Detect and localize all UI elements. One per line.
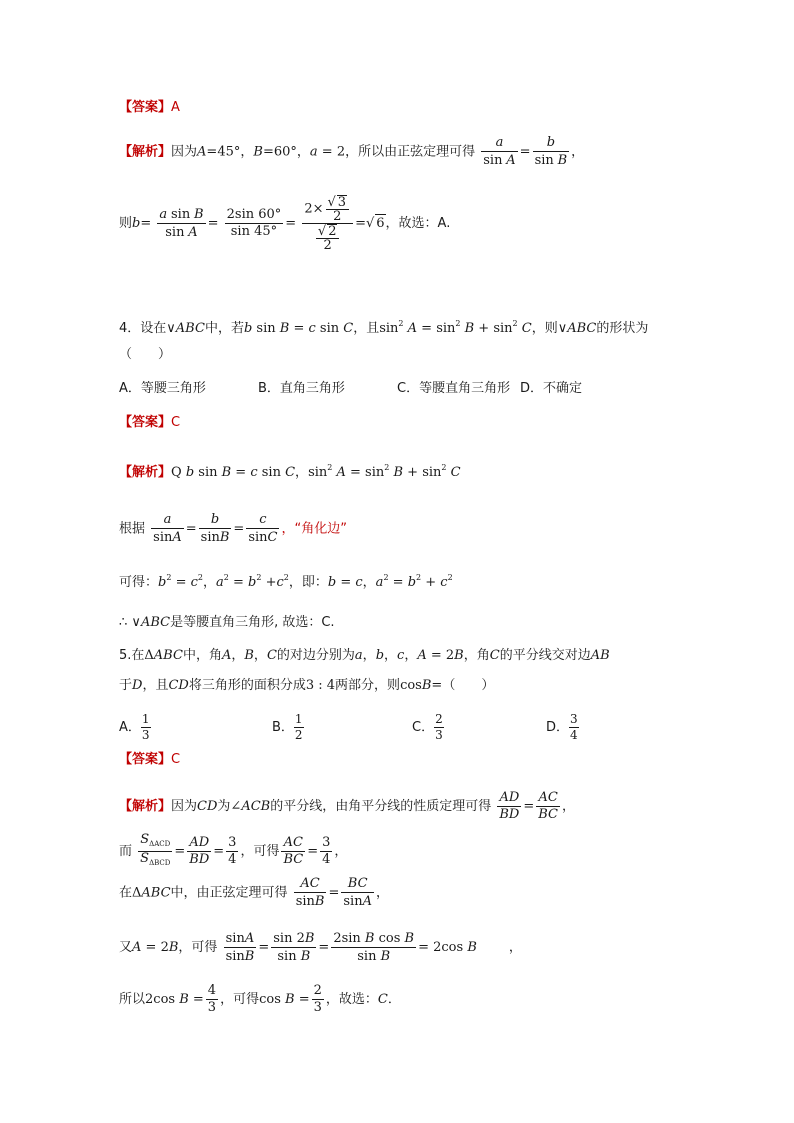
q5-option-a: A． $\frac{1}{3}$ [119, 712, 150, 742]
q5-analysis-line-5: 所以2cos B = $\frac{4}{3}$ ，可得cos B = $\frac{2}{3}$ ，故选：C． [119, 983, 401, 1015]
q5-option-c: C． $\frac{2}{3}$ [412, 712, 443, 742]
q4-analysis-line-1: 【解析】Q b sin B = c sin C，$\sin^2 A = \sin^2 B + \sin^2 C$ [119, 463, 461, 480]
q4-paren: （ ） [119, 347, 172, 362]
q4-option-c: C．等腰直角三角形 [397, 381, 511, 396]
q5-stem-line-1: 5.在ΔABC中，角A，B，C的对边分别为a，b，c，A = 2B，角C的平分线交对边AB [119, 648, 610, 663]
q4-option-d: D．不确定 [520, 381, 583, 396]
formula-b-over-sinB: $\frac{b}{\text{sin B}}$ [534, 135, 568, 168]
analysis-label: 【解析】 [119, 144, 172, 160]
q3-answer-value: A [171, 100, 180, 115]
q5-analysis-line-3: 在ΔABC中，由正弦定理可得 $\frac{AC}{\sin B}$ = $\frac{BC}{\sin A}$ ， [119, 876, 389, 909]
q5-analysis-line-4: 又A = 2B，可得 $\frac{\sin A}{\sin B}$ = $\frac{\sin 2B}{\text{sin B}}$ = $\frac{\text{2sin B cos B}}{\text{sin B}}$ = 2cos B ， [119, 931, 522, 964]
q5-analysis-line-2: 而 $\frac{S_{\Delta ACD}}{S_{\Delta BCD}}$ = $\frac{AD}{BD}$ = $\frac{3}{4}$ ，可得 $\frac{AC}{BC}$ = $\frac{3}{4}$ ， [119, 832, 348, 867]
q5-answer-line: 【答案】C [119, 752, 181, 767]
q5-analysis-line-1: 【解析】因为CD为∠ACB的平分线，由角平分线的性质定理可得 $\frac{AD}{BD}$ = $\frac{AC}{BC}$ ， [119, 790, 576, 822]
q3-analysis-line-2: 则b= $\frac{\text{a sin B}}{\text{sin A}}$ = $\frac{2\sin 60^\circ}{\sin 45^\circ}$ = 2× $\frac{√ 3}{2}$ $\frac{√ 2}{2}$ =√ 6，故选：A. [119, 195, 451, 253]
q3-answer-line [119, 99, 180, 117]
q4-stem: 4．设在∨ABC中，若b sin B = c sin C，且$\sin^2 A = \sin^2 B + \sin^2 C$，则∨ABC的形状为 [119, 319, 649, 336]
q4-answer-line: 【答案】C [119, 415, 181, 430]
answer-label: 【答案】 [119, 100, 172, 115]
q3-analysis-line-1: 【解析】因为A=45°，B=60°，a = 2，所以由正弦定理可得 $\frac{a}{\text{sin A}}$ = $\frac{b}{\text{sin B}}$ ， [119, 135, 585, 168]
q5-stem-line-2: 于D，且CD将三角形的面积分成3 : 4两部分，则cosB=（ ） [119, 678, 495, 693]
q4-analysis-line-2: 根据 $\frac{a}{\sin A}$ = $\frac{b}{\sin B}$ = $\frac{c}{\sin C}$ ，“角化边” [119, 512, 347, 545]
q5-option-d: D． $\frac{3}{4}$ [546, 712, 578, 742]
q5-option-b: B． $\frac{1}{2}$ [272, 712, 303, 742]
nested-fraction: 2× $\frac{√ 3}{2}$ $\frac{√ 2}{2}$ [302, 195, 353, 252]
q4-option-b: B．直角三角形 [258, 381, 345, 396]
q4-option-a: A．等腰三角形 [119, 381, 206, 396]
q4-conclusion: ∴ ∨ABC是等腰直角三角形, 故选：C. [119, 615, 335, 630]
q4-answer-value: C [171, 415, 181, 430]
q5-answer-value: C [171, 752, 181, 767]
formula-a-over-sinA: $\frac{a}{\text{sin A}}$ [483, 135, 516, 168]
angle-to-side-note: ，“角化边” [281, 521, 347, 537]
q4-analysis-line-3: 可得：$b^2 = c^2$，$a^2 = b^2 +c^2$，即：b = c，$a^2 = b^2 + c^2$ [119, 573, 453, 590]
